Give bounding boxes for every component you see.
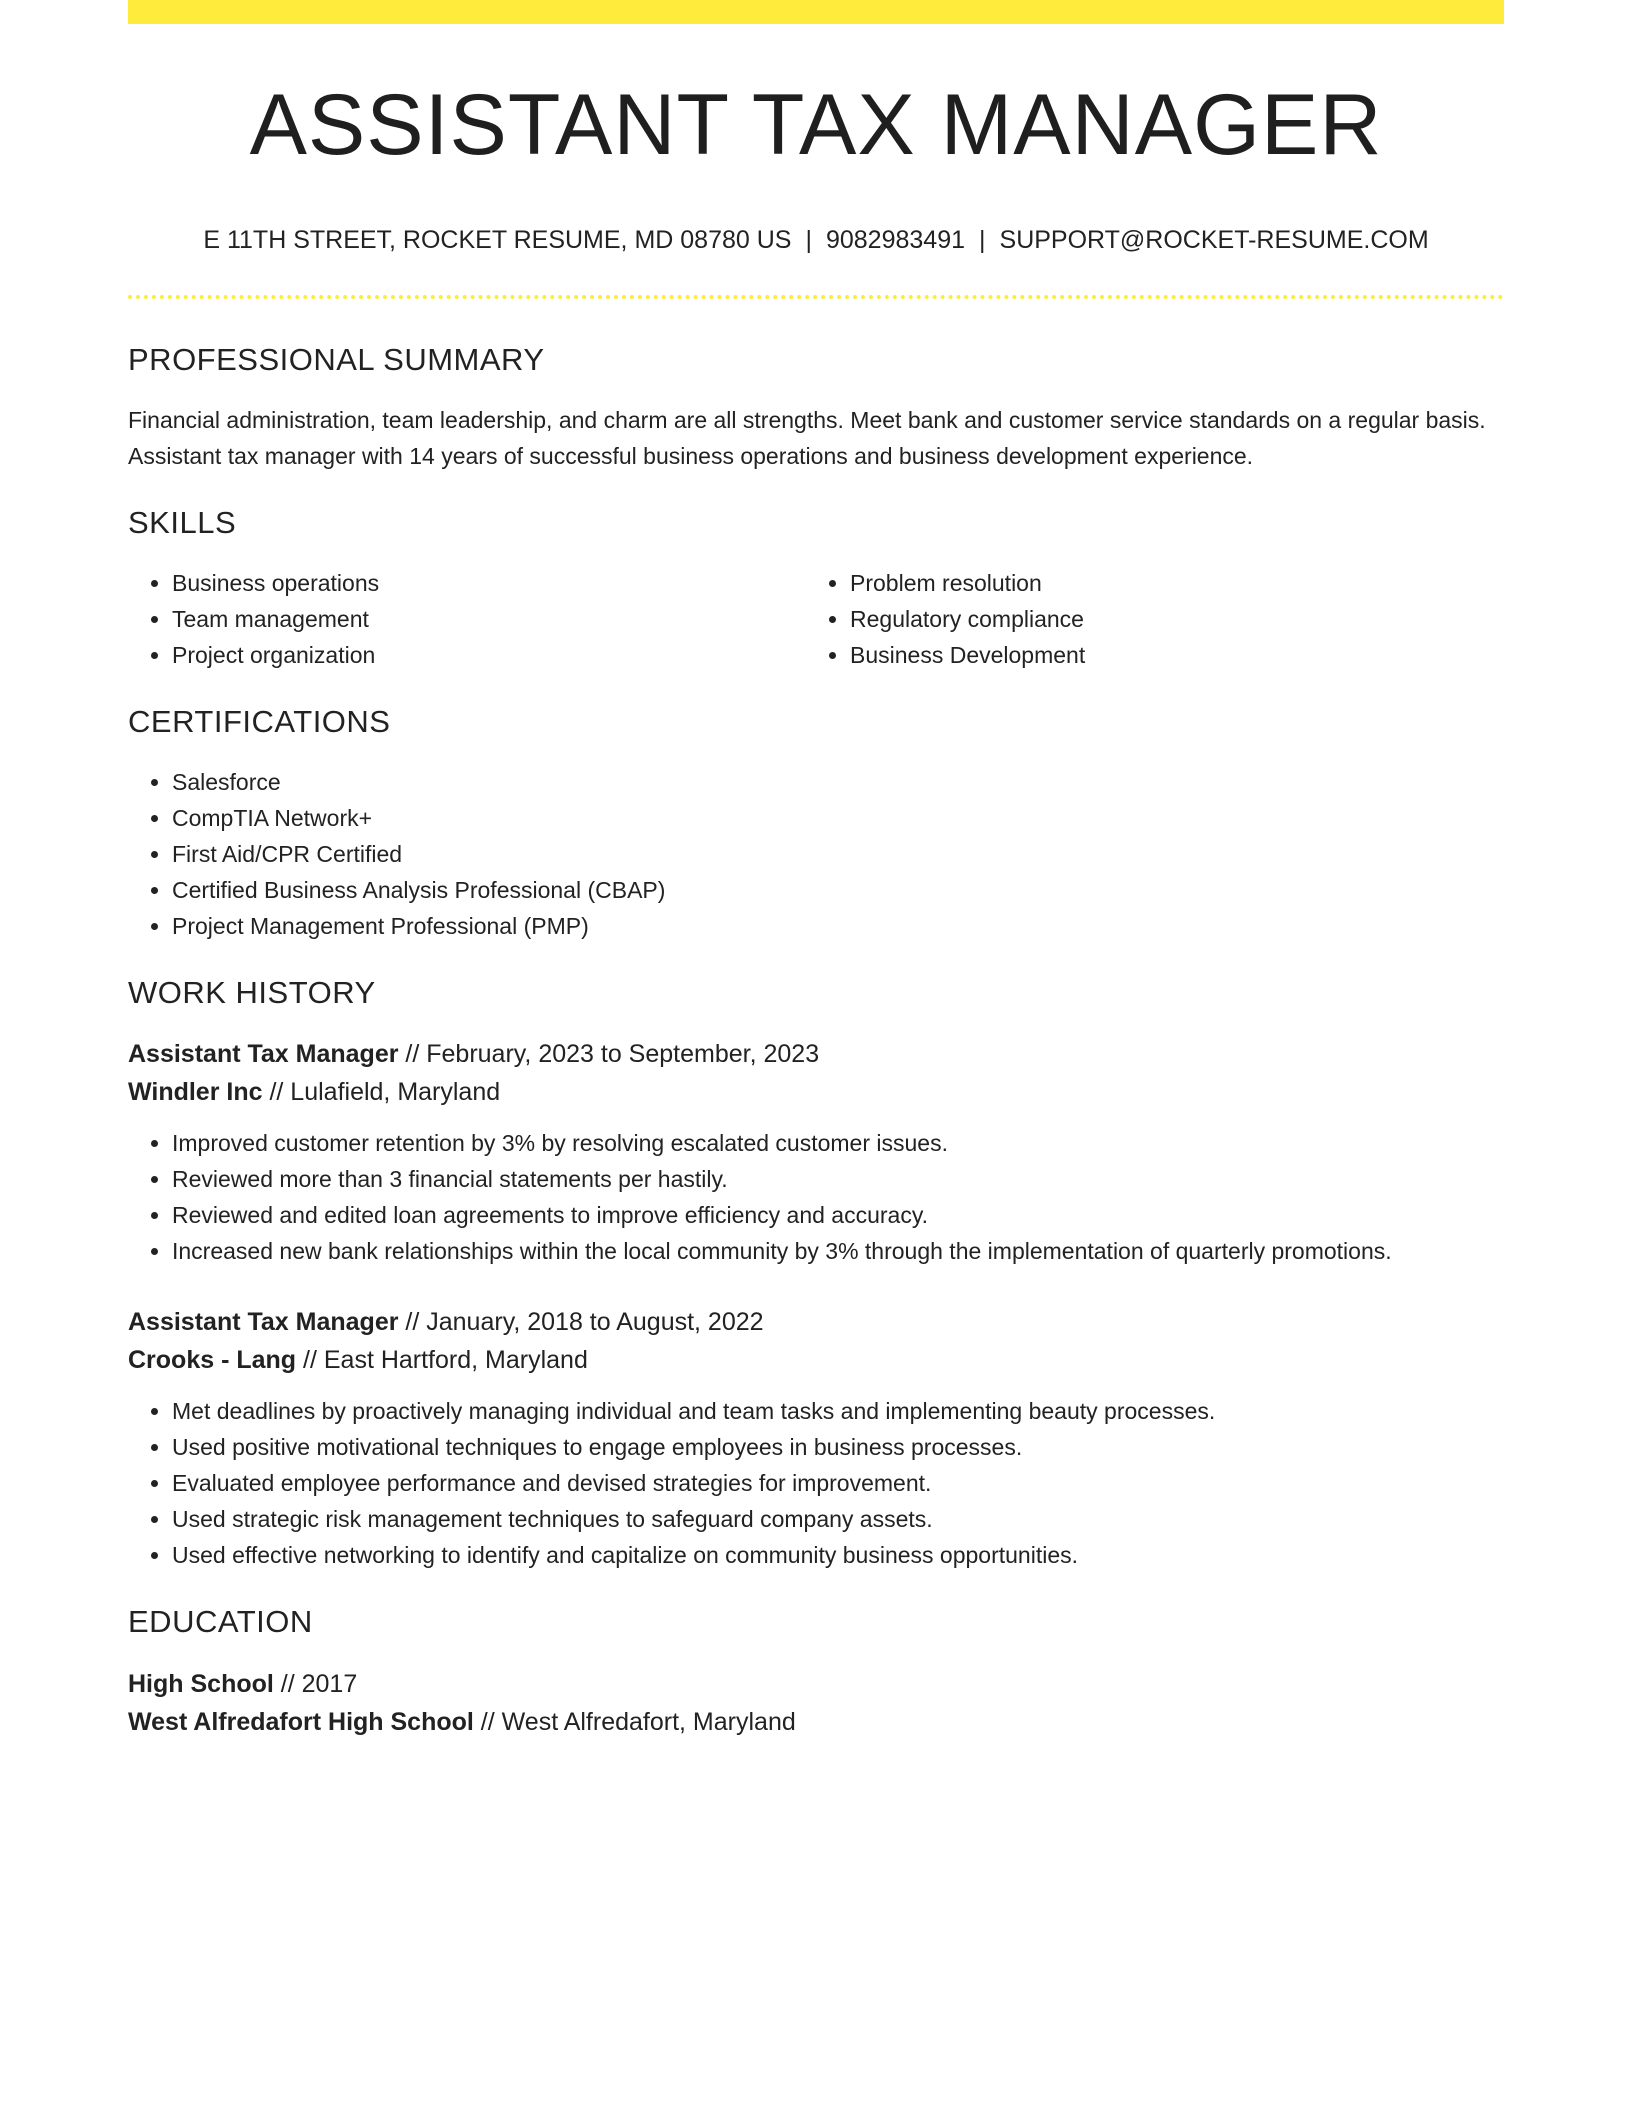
certification-item: • Salesforce: [172, 764, 1504, 800]
job-role-line: [128, 1035, 1504, 1073]
skills-grid: [128, 565, 1504, 673]
work-history-section: [128, 974, 1504, 1573]
summary-text: Financial administration, team leadership, and charm are all strengths. Meet bank and customer service standards on a regular basis. Assistant tax manager with 14 years of successful business operations and business development experience.: [128, 406, 1486, 469]
job-bullet: • Used strategic risk management techniques to safeguard company assets.: [172, 1501, 1504, 1537]
skill-item: • Project organization: [172, 637, 806, 673]
resume-page: [128, 0, 1504, 1741]
job-bullet: • Reviewed more than 3 financial statements per hastily.: [172, 1161, 1504, 1197]
section-title-skills: SKILLS: [128, 504, 237, 540]
skill-item: • Business operations: [172, 565, 806, 601]
section-title-work: WORK HISTORY: [128, 975, 376, 1011]
contact-separator: |: [979, 225, 986, 254]
job-bullet: • Evaluated employee performance and devised strategies for improvement.: [172, 1465, 1504, 1501]
job-company-line: [128, 1073, 1504, 1111]
job-company: Crooks - Lang: [128, 1346, 297, 1375]
certification-item: • Certified Business Analysis Professional (CBAP): [172, 872, 1504, 908]
job-entry: [128, 1035, 1504, 1269]
job-role-line: [128, 1303, 1504, 1341]
job-company: Windler Inc: [128, 1078, 263, 1107]
education-entry: [128, 1665, 1504, 1741]
education-degree: High School: [128, 1669, 274, 1698]
job-dates: // January, 2018 to August, 2022: [398, 1308, 764, 1337]
skills-section: [128, 504, 1504, 673]
section-title-education: EDUCATION: [128, 1604, 313, 1640]
resume-title: ASSISTANT TAX MANAGER: [249, 77, 1383, 173]
job-bullet: • Improved customer retention by 3% by resolving escalated customer issues.: [172, 1125, 1504, 1161]
dotted-divider: [128, 295, 1504, 299]
job-role: Assistant Tax Manager: [128, 1040, 399, 1069]
contact-line: [128, 225, 1504, 255]
education-school-line: [128, 1703, 1504, 1741]
job-entry: [128, 1303, 1504, 1573]
job-bullets: [128, 1125, 1504, 1269]
certifications-list: [128, 764, 1504, 944]
contact-phone: 9082983491: [825, 225, 966, 254]
certification-item: • CompTIA Network+: [172, 800, 1504, 836]
job-bullets: [128, 1393, 1504, 1573]
job-bullet: • Met deadlines by proactively managing individual and team tasks and implementing beauty processes.: [172, 1393, 1504, 1429]
skill-item: • Team management: [172, 601, 806, 637]
contact-email: SUPPORT@ROCKET-RESUME.COM: [999, 225, 1429, 254]
skill-item: • Business Development: [850, 637, 1484, 673]
education-year: // 2017: [273, 1669, 358, 1698]
job-location: // East Hartford, Maryland: [296, 1346, 588, 1375]
accent-top-bar: [128, 0, 1504, 24]
certification-item: • First Aid/CPR Certified: [172, 836, 1504, 872]
certification-item: • Project Management Professional (PMP): [172, 908, 1504, 944]
job-bullet: • Used positive motivational techniques to engage employees in business processes.: [172, 1429, 1504, 1465]
certifications-section: [128, 703, 1504, 944]
professional-summary-section: [128, 341, 1504, 474]
job-dates: // February, 2023 to September, 2023: [398, 1040, 820, 1069]
contact-separator: |: [805, 225, 812, 254]
contact-address: E 11TH STREET, ROCKET RESUME, MD 08780 US: [203, 225, 792, 254]
job-role: Assistant Tax Manager: [128, 1308, 399, 1337]
education-section: [128, 1603, 1504, 1740]
skill-item: • Problem resolution: [850, 565, 1484, 601]
job-bullet: • Reviewed and edited loan agreements to improve efficiency and accuracy.: [172, 1197, 1504, 1233]
education-school: West Alfredafort High School: [128, 1707, 474, 1736]
job-company-line: [128, 1341, 1504, 1379]
job-location: // Lulafield, Maryland: [262, 1078, 501, 1107]
skill-item: • Regulatory compliance: [850, 601, 1484, 637]
skills-column-left: [128, 565, 806, 673]
section-title-summary: PROFESSIONAL SUMMARY: [128, 341, 545, 377]
section-title-certifications: CERTIFICATIONS: [128, 703, 391, 739]
skills-column-right: [806, 565, 1484, 673]
job-bullet: • Used effective networking to identify and capitalize on community business opportunities.: [172, 1537, 1504, 1573]
job-bullet: • Increased new bank relationships within the local community by 3% through the implementation of quarterly promotions.: [172, 1233, 1504, 1269]
education-degree-line: [128, 1665, 1504, 1703]
education-location: // West Alfredafort, Maryland: [473, 1707, 796, 1736]
